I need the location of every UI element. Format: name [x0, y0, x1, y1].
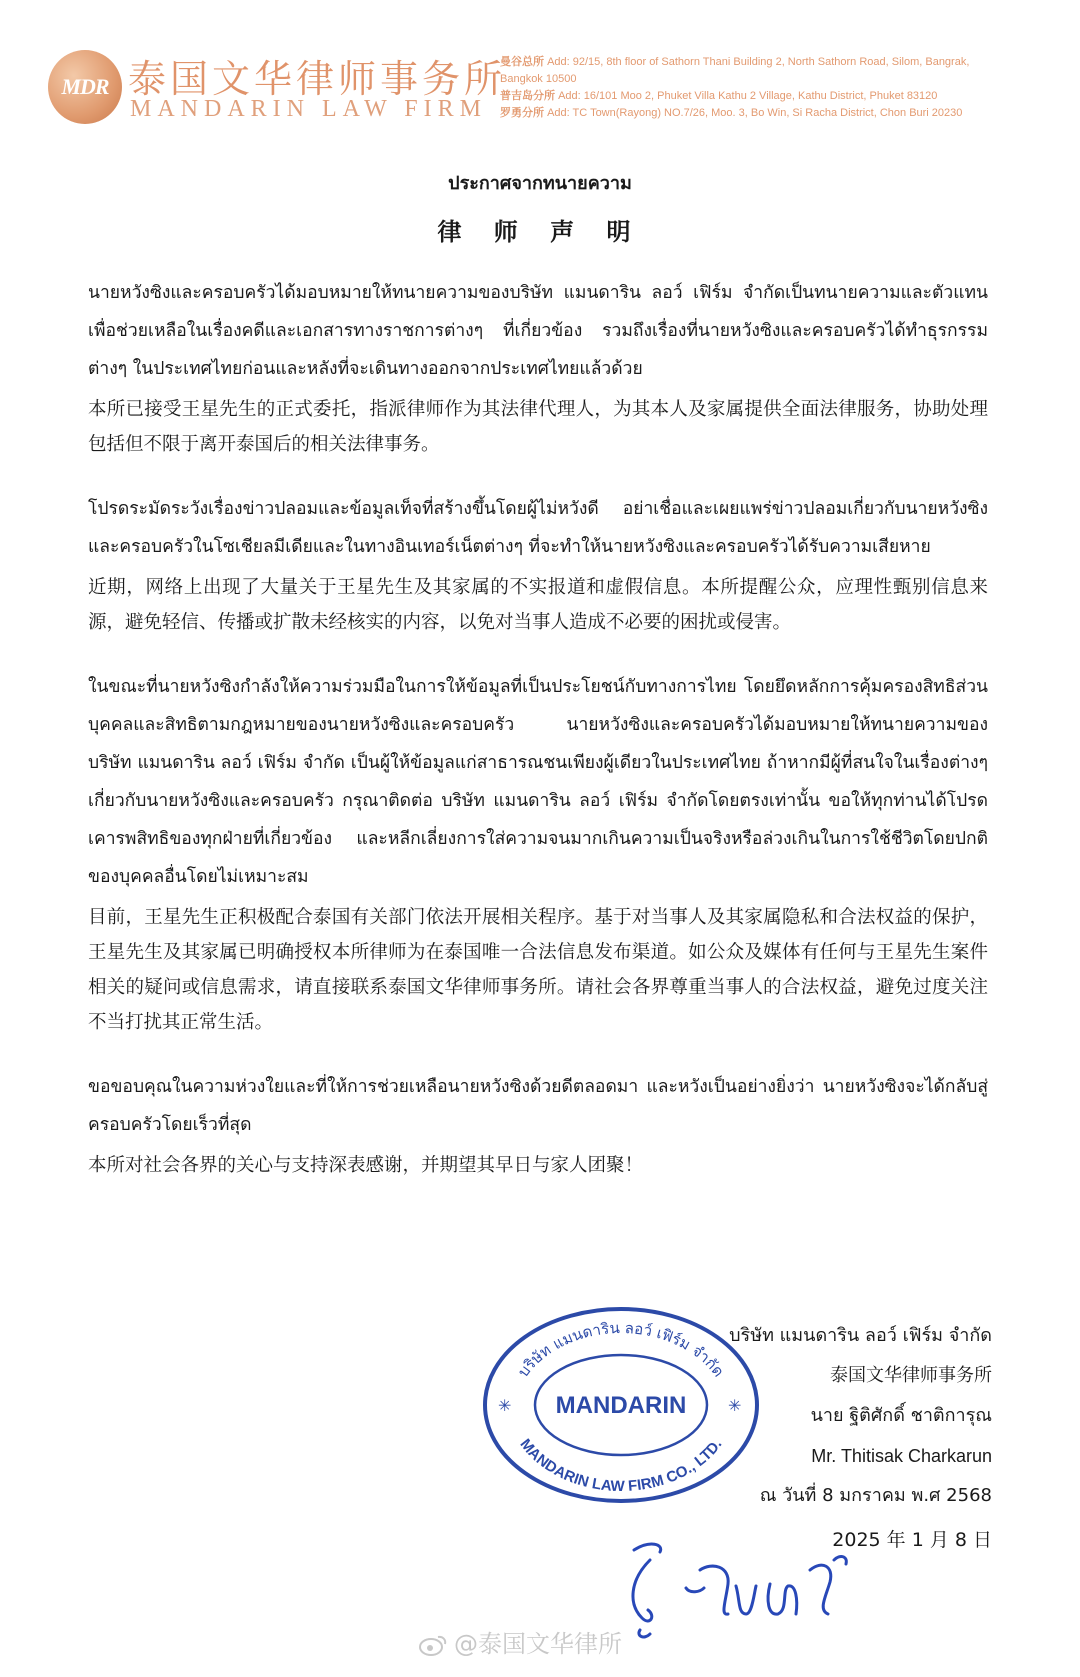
paragraph-chinese: 目前，王星先生正积极配合泰国有关部门依法开展相关程序。基于对当事人及其家属隐私和合法权益的保护，王星先生及其家属已明确授权本所律师为在泰国唯一合法信息发布渠道。如公众及媒体有任何与王星先生案件相关的疑问或信息需求，请直接联系泰国文华律师事务所。请社会各界尊重当事人的合法权益，避免过度关注不当打扰其正常生活。	[88, 907, 988, 1033]
paragraph-thai: นายหวังซิงและครอบครัวได้มอบหมายให้ทนายความของบริษัท แมนดาริน ลอว์ เฟิร์ม จำกัดเป็นทนายความและตัวแทนเพื่อช่วยเหลือในเรื่องคดีและเอกสารทางราชการต่างๆ ที่เกี่ยวข้อง รวมถึงเรื่องที่นายหวังซิงและครอบครัวได้ทำธุรกรรมต่างๆ ในประเทศไทยก่อนและหลังที่จะเดินทางออกจากประเทศไทยแล้วด้วย	[88, 283, 988, 379]
paragraph-chinese: 本所对社会各界的关心与支持深表感谢，并期望其早日与家人团聚！	[88, 1155, 644, 1176]
date-thai: ณ วันที่ 8 มกราคม พ.ศ 2568	[759, 1485, 992, 1506]
firm-addresses	[500, 54, 1060, 122]
paragraph-thai: โปรดระมัดระวังเรื่องข่าวปลอมและข้อมูลเท็จที่สร้างขึ้นโดยผู้ไม่หวังดี อย่าเชื่อและเผยแพร่ข่าวปลอมเกี่ยวกับนายหวังซิงและครอบครัวในโซเชียลมีเดียและในทางอินเทอร์เน็ตต่างๆ ที่จะทำให้นายหวังซิงและครอบครัวได้รับความเสียหาย	[88, 499, 988, 557]
weibo-watermark	[418, 1624, 622, 1659]
paragraph-thai: ในขณะที่นายหวังซิงกำลังให้ความร่วมมือในการให้ข้อมูลที่เป็นประโยชน์กับทางการไทย โดยยึดหลักการคุ้มครองสิทธิส่วนบุคคลและสิทธิตามกฎหมายของนายหวังซิงและครอบครัว นายหวังซิงและครอบครัวได้มอบหมายให้ทนายความของ บริษัท แมนดาริน ลอว์ เฟิร์ม จำกัด เป็นผู้ให้ข้อมูลแก่สาธารณชนเพียงผู้เดียวในประเทศไทย ถ้าหากมีผู้ที่สนใจในเรื่องต่างๆ เกี่ยวกับนายหวังซิงและครอบครัว กรุณาติดต่อ บริษัท แมนดาริน ลอว์ เฟิร์ม จำกัดโดยตรงเท่านั้น ขอให้ทุกท่านได้โปรดเคารพสิทธิของทุกฝ่ายที่เกี่ยวข้อง และหลีกเลี่ยงการใส่ความจนมากเกินความเป็นจริงหรือล่วงเกินในการใช้ชีวิตโดยปกติของบุคคลอื่นโดยไม่เหมาะสม	[88, 677, 988, 887]
address-line: Bangkok 10500	[500, 73, 577, 85]
firm-name-en: MANDARIN LAW FIRM	[130, 96, 487, 122]
address-line: 罗勇分所 Add: TC Town(Rayong) NO.7/26, Moo. 3, Bo Win, Si Racha District, Chon Buri 20230	[500, 107, 963, 119]
address-line: 曼谷总所 Add: 92/15, 8th floor of Sathorn Thani Building 2, North Sathorn Road, Silom, Bangrak,	[500, 56, 970, 68]
statement-body	[88, 274, 988, 1183]
logo-text: MDR	[61, 74, 109, 99]
weibo-icon	[418, 1633, 448, 1657]
stamp-star-icon: ✳	[498, 1396, 512, 1415]
title-chinese: 律 师 声 明	[437, 218, 643, 246]
paragraph-chinese: 本所已接受王星先生的正式委托，指派律师作为其法律代理人，为其本人及家属提供全面法律服务，协助处理包括但不限于离开泰国后的相关法律事务。	[88, 399, 988, 455]
stamp-ring-top-text: บริษัท แมนดาริน ลอว์ เฟิร์ม จำกัด	[514, 1318, 728, 1381]
signer-name-en: Mr. Thitisak Charkarun	[811, 1446, 992, 1466]
company-name-thai: บริษัท แมนดาริน ลอว์ เฟิร์ม จำกัด	[729, 1325, 992, 1346]
paragraph-chinese: 近期，网络上出现了大量关于王星先生及其家属的不实报道和虚假信息。本所提醒公众，应理性甄别信息来源，避免轻信、传播或扩散未经核实的内容，以免对当事人造成不必要的困扰或侵害。	[88, 577, 988, 633]
firm-logo	[48, 50, 122, 124]
firm-name-cn: 泰国文华律师事务所	[128, 57, 507, 101]
stamp-center-text: MANDARIN	[555, 1392, 687, 1419]
handwritten-signature	[620, 1530, 860, 1640]
watermark-text: @泰国文华律所	[454, 1630, 622, 1658]
signer-name-thai: นาย ฐิติศักดิ์ ชาติการุณ	[810, 1405, 992, 1426]
date-cn: 2025 年 1 月 8 日	[832, 1529, 992, 1551]
company-name-cn: 泰国文华律师事务所	[830, 1365, 992, 1386]
stamp-star-icon: ✳	[728, 1396, 742, 1415]
paragraph-thai: ขอขอบคุณในความห่วงใยและที่ให้การช่วยเหลือนายหวังซิงด้วยดีตลอดมา และหวังเป็นอย่างยิ่งว่า นายหวังซิงจะได้กลับสู่ครอบครัวโดยเร็วที่สุด	[88, 1077, 988, 1135]
stamp-ring-bottom-text: MANDARIN LAW FIRM CO., LTD.	[516, 1435, 726, 1496]
signature-block	[729, 1316, 992, 1560]
company-stamp	[476, 1305, 766, 1505]
address-line: 普吉岛分所 Add: 16/101 Moo 2, Phuket Villa Kathu 2 Village, Kathu District, Phuket 83120	[500, 90, 938, 102]
title-thai: ประกาศจากทนายความ	[448, 173, 632, 194]
